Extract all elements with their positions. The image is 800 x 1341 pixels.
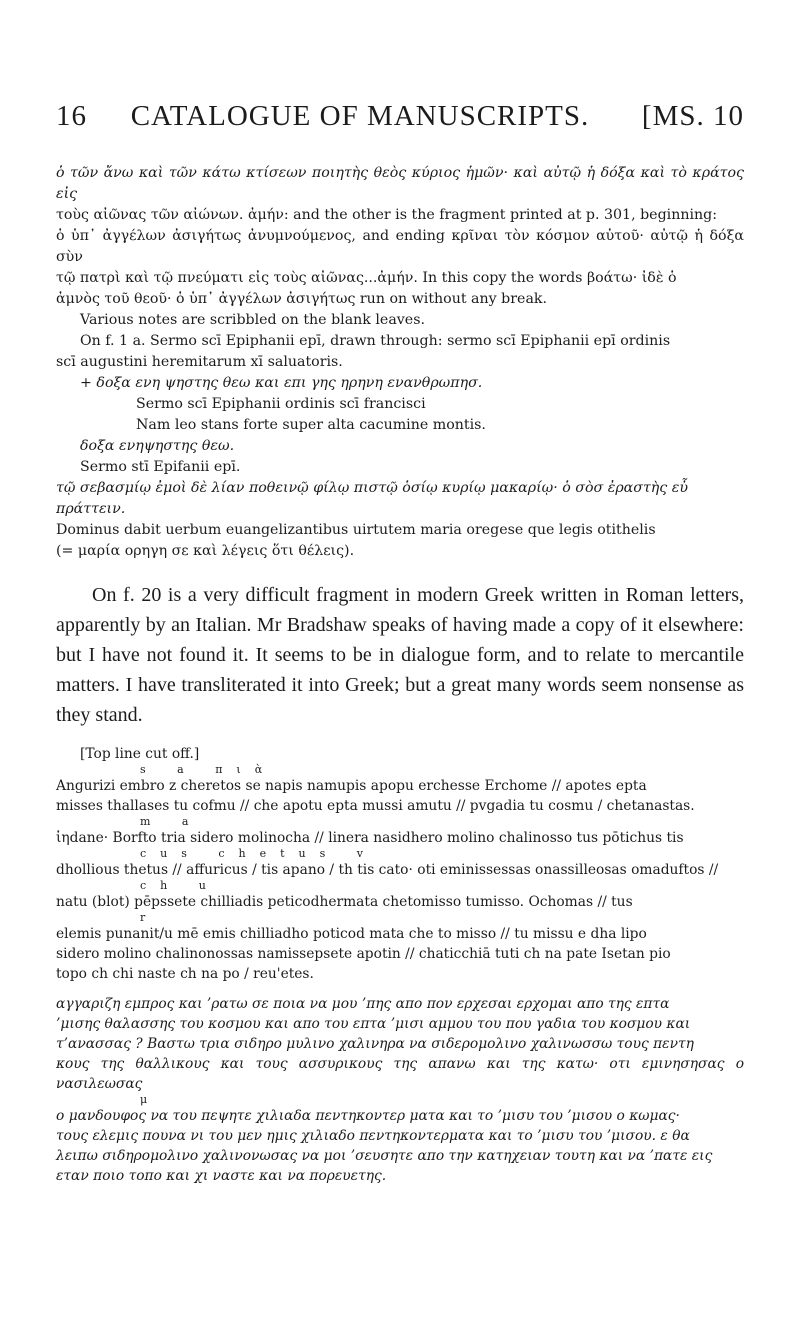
- fragment-note: [Top line cut off.]: [80, 746, 200, 762]
- fragment-line: natu (blot) pēpssete chilliadis peticodhermata chetomisso tumisso. Ochomas // tus: [56, 894, 633, 910]
- text-line: τοὺς αἰῶνας τῶν αἰώνων. ἀμήν: and the other is the fragment printed at p. 301, beginning:: [56, 207, 718, 223]
- text-line: πράττειν.: [56, 501, 126, 517]
- text-line: ὁ τῶν ἄνω καὶ τῶν κάτω κτίσεων ποιητὴς θεὸς κύριος ἡμῶν· καὶ αὐτῷ ἡ δόξα καὶ τὸ κράτος εἰς: [56, 165, 744, 202]
- greek-line: εταν ποιο τοπο και χι ναστε και να πορευετης.: [56, 1168, 387, 1184]
- greek-line: ο μανδουφος να του πεψητε χιλιαδα πεντηκοντερ ματα και το ’μισυ του ’μισου ο κωμας·: [56, 1108, 680, 1124]
- text-line: ὁ ὑπ᾽ ἀγγέλων ἀσιγήτως ἀνυμνούμενος, and ending κρῖναι τὸν κόσμον αὐτοῦ· αὐτῷ ἡ δόξα σὺν: [56, 228, 744, 265]
- text-line: τῷ πατρὶ καὶ τῷ πνεύματι εἰς τοὺς αἰῶνας...ἀμήν. In this copy the words βοάτω· ἰδὲ ὁ: [56, 270, 677, 286]
- text-line: Sermo scī Epiphanii ordinis scī francisci: [136, 396, 426, 412]
- ms-reference: [MS. 10: [641, 100, 744, 132]
- interlinear-note: m a: [140, 815, 203, 828]
- fragment-line: Angurizi embro z cheretos se napis namupis apopu erchesse Erchome // apotes epta: [56, 778, 647, 794]
- fragment-line: ἱηdane· Borfto tria sidero molinocha // linera nasidhero molino chalinosso tus pōtichus tis: [56, 830, 684, 846]
- greek-line: τους ελεμις πουνα νι του μεν ημις χιλιαδο πεντηκοντερματα και το ’μισυ του ’μισου. ε θα: [56, 1128, 690, 1144]
- interlinear-note: cus chetus v: [140, 847, 378, 860]
- fragment-line: elemis punanit/u mē emis chilliadho poticod mata che to misso // tu missu e dha lipo: [56, 926, 647, 942]
- interlinear-note: r: [140, 911, 160, 924]
- interlinear-note: μ: [140, 1093, 162, 1106]
- text-line: Nam leo stans forte super alta cacumine montis.: [136, 417, 486, 433]
- description-block: [56, 163, 744, 562]
- text-line: Various notes are scribbled on the blank leaves.: [80, 312, 425, 328]
- page-number: 16: [56, 100, 87, 132]
- text-line: τῷ σεβασμίῳ ἐμοὶ δὲ λίαν ποθεινῷ φίλῳ πιστῷ ὁσίῳ κυρίῳ μακαρίῳ· ὁ σὸσ ἐραστὴς εὖ: [56, 480, 688, 496]
- text-line: scī augustini heremitarum xī saluatoris.: [56, 354, 343, 370]
- greek-line: αγγαριζη εμπρος και ’ρατω σε ποια να μου ’πης απο πον ερχεσαι ερχομαι απο της επτα: [56, 996, 670, 1012]
- interlinear-note: ch u: [140, 879, 220, 892]
- text-line: (= μαρία ορηγη σε καὶ λέγεις ὅτι θέλεις).: [56, 543, 355, 559]
- text-line: ἀμνὸς τοῦ θεοῦ· ὁ ὑπ᾽ ἀγγέλων ἀσιγήτως run on without any break.: [56, 291, 548, 307]
- interlinear-note: s a πιὰ: [140, 763, 277, 776]
- greek-line: κους της θαλλικους και τους ασσυρικους της απανω και της κατω· οτι εμινησησας ο νασιλεωσας: [56, 1056, 744, 1092]
- text-line: On f. 1 a. Sermo scī Epiphanii epī, drawn through: sermo scī Epiphanii epī ordinis: [80, 333, 671, 349]
- text-line: + δοξα ενη ψηστης θεω και επι γης ηρηνη ενανθρωπησ.: [80, 375, 483, 391]
- greek-transliteration: [56, 994, 744, 1186]
- fragment-block: [56, 744, 744, 984]
- greek-line: τ’ανασσας ? Βαστω τρια σιδηρο μυλινο χαλινηρα να σιδερομολινο χαλινωσσω τους πεντη: [56, 1036, 694, 1052]
- greek-line: λειπω σιδηρομολινο χαλινονωσας να μοι ’σευσητε απο την κατηχειαν τουτη και να ’πατε εις: [56, 1148, 713, 1164]
- page-title: CATALOGUE OF MANUSCRIPTS.: [130, 100, 590, 132]
- text-line: δοξα ενηψηστης θεω.: [80, 438, 235, 454]
- text-line: Sermo stī Epifanii epī.: [80, 459, 241, 475]
- lead-paragraph: On f. 20 is a very difficult fragment in modern Greek written in Roman letters, apparently by an Italian. Mr Bradshaw speaks of having made a copy of it elsewhere: but I have not found it. It seems to be in dialogue form, and to relate to mercantile matters. I have transliterated it into Greek; but a great many words seem nonsense as they stand.: [56, 584, 744, 726]
- fragment-line: misses thallases tu cofmu // che apotu epta mussi amutu // pvgadia tu cosmu / chetanastas.: [56, 798, 695, 814]
- fragment-line: dhollious thetus // affuricus / tis apano / th tis cato· oti eminissessas onassilleosas omaduftos //: [56, 862, 719, 878]
- fragment-line: topo ch chi naste ch na po / reu'etes.: [56, 966, 314, 982]
- text-line: Dominus dabit uerbum euangelizantibus uirtutem maria oregese que legis otithelis: [56, 522, 656, 538]
- greek-line: ’μισης θαλασσης του κοσμου και απο του επτα ’μισι αμμου του που γαδια του κοσμου και: [56, 1016, 691, 1032]
- running-head: [56, 100, 744, 133]
- fragment-line: sidero molino chalinonossas namissepsete apotin // chaticchiā tuti ch na pate Isetan pio: [56, 946, 671, 962]
